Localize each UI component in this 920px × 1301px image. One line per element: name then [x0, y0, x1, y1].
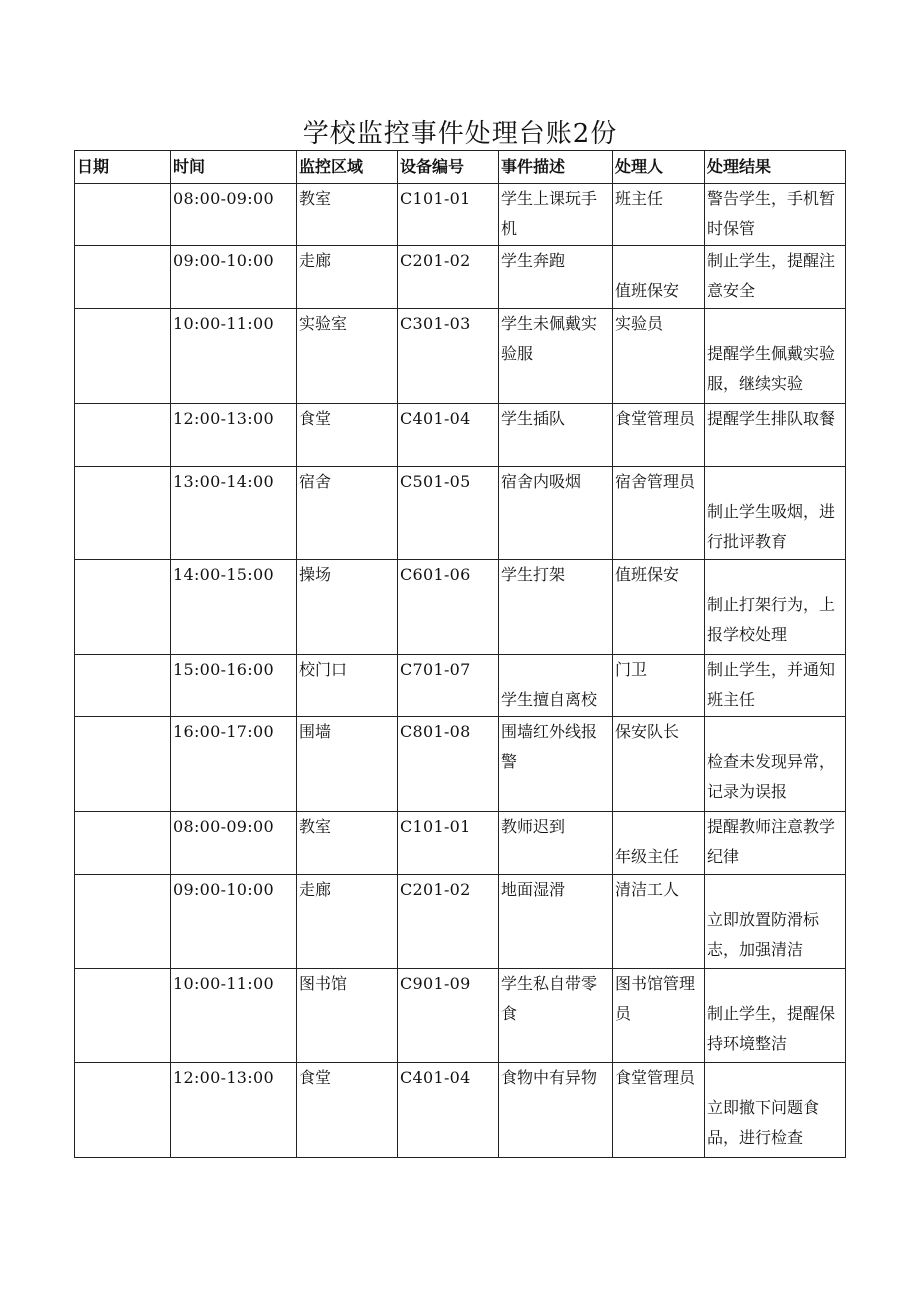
time-text: 12:00-13:00: [173, 409, 274, 428]
result-cell: [705, 404, 846, 467]
handler-cell: [613, 404, 705, 467]
description-cell: [499, 560, 613, 655]
table-row: [75, 812, 846, 875]
time-cell: [171, 1063, 297, 1158]
description-text: 学生上课玩手机: [501, 189, 598, 238]
table-row: [75, 969, 846, 1063]
handler-text: 班主任: [615, 189, 664, 208]
date-cell: [75, 184, 171, 246]
table-row: [75, 875, 846, 969]
time-cell: [171, 467, 297, 560]
description-text: 学生私自带零食: [501, 974, 598, 1023]
table-row: [75, 717, 846, 812]
handler-text: 图书馆管理员: [615, 974, 696, 1023]
result-text: 检查未发现异常，记录为误报: [707, 752, 836, 801]
result-text: 提醒教师注意教学纪律: [707, 817, 836, 866]
table-row: [75, 404, 846, 467]
time-cell: [171, 812, 297, 875]
description-cell: [499, 969, 613, 1063]
device-id-cell: [398, 560, 499, 655]
area-text: 走廊: [299, 251, 332, 270]
time-cell: [171, 717, 297, 812]
area-cell: [297, 875, 398, 969]
result-text: 立即放置防滑标志，加强清洁: [707, 910, 820, 959]
device-id-text: C601-06: [400, 565, 471, 584]
description-cell: [499, 717, 613, 812]
area-cell: [297, 812, 398, 875]
time-cell: [171, 875, 297, 969]
device-id-cell: [398, 812, 499, 875]
device-id-text: C501-05: [400, 472, 471, 491]
header-handler: 处理人: [613, 151, 705, 184]
area-cell: [297, 467, 398, 560]
description-text: 学生奔跑: [501, 251, 566, 270]
time-cell: [171, 969, 297, 1063]
table-row: [75, 467, 846, 560]
area-cell: [297, 560, 398, 655]
header-date: 日期: [75, 151, 171, 184]
area-text: 教室: [299, 189, 332, 208]
handler-text: 清洁工人: [615, 880, 680, 899]
result-text: 制止学生，并通知班主任: [707, 660, 836, 709]
result-text: 制止学生，提醒注意安全: [707, 251, 836, 300]
handler-cell: [613, 184, 705, 246]
header-time: 时间: [171, 151, 297, 184]
time-text: 14:00-15:00: [173, 565, 274, 584]
time-text: 08:00-09:00: [173, 817, 274, 836]
result-text: 提醒学生排队取餐: [707, 409, 836, 428]
handler-cell: [613, 969, 705, 1063]
area-text: 图书馆: [299, 974, 348, 993]
time-text: 15:00-16:00: [173, 660, 274, 679]
area-text: 教室: [299, 817, 332, 836]
device-id-cell: [398, 309, 499, 404]
date-cell: [75, 655, 171, 717]
description-cell: [499, 875, 613, 969]
area-text: 操场: [299, 565, 332, 584]
header-result: 处理结果: [705, 151, 846, 184]
handler-cell: [613, 467, 705, 560]
date-cell: [75, 717, 171, 812]
handler-text: 实验员: [615, 314, 664, 333]
result-cell: [705, 246, 846, 309]
area-text: 走廊: [299, 880, 332, 899]
handler-text: 年级主任: [615, 847, 680, 866]
result-text: 制止学生吸烟，进行批评教育: [707, 502, 836, 551]
table-row: [75, 1063, 846, 1158]
time-text: 16:00-17:00: [173, 722, 274, 741]
table-row: [75, 184, 846, 246]
date-cell: [75, 969, 171, 1063]
event-ledger-table: [74, 150, 846, 1158]
device-id-text: C901-09: [400, 974, 471, 993]
table-row: [75, 655, 846, 717]
time-cell: [171, 404, 297, 467]
device-id-text: C701-07: [400, 660, 471, 679]
area-text: 食堂: [299, 409, 332, 428]
result-cell: [705, 875, 846, 969]
area-cell: [297, 1063, 398, 1158]
device-id-text: C301-03: [400, 314, 471, 333]
table-row: [75, 309, 846, 404]
device-id-cell: [398, 717, 499, 812]
handler-cell: [613, 560, 705, 655]
time-text: 10:00-11:00: [173, 314, 274, 333]
description-cell: [499, 1063, 613, 1158]
handler-cell: [613, 875, 705, 969]
ledger-body: [75, 184, 846, 1158]
description-text: 学生插队: [501, 409, 566, 428]
handler-text: 保安队长: [615, 722, 680, 741]
handler-cell: [613, 309, 705, 404]
time-text: 12:00-13:00: [173, 1068, 274, 1087]
area-cell: [297, 969, 398, 1063]
result-text: 提醒学生佩戴实验服，继续实验: [707, 344, 836, 393]
area-cell: [297, 246, 398, 309]
result-text: 制止打架行为，上报学校处理: [707, 595, 836, 644]
device-id-cell: [398, 467, 499, 560]
time-cell: [171, 184, 297, 246]
device-id-text: C201-02: [400, 251, 471, 270]
device-id-text: C401-04: [400, 409, 471, 428]
description-cell: [499, 655, 613, 717]
area-text: 实验室: [299, 314, 348, 333]
description-cell: [499, 309, 613, 404]
description-text: 围墙红外线报警: [501, 722, 598, 771]
handler-cell: [613, 717, 705, 812]
result-cell: [705, 812, 846, 875]
device-id-text: C101-01: [400, 189, 471, 208]
description-text: 食物中有异物: [501, 1068, 598, 1087]
handler-cell: [613, 812, 705, 875]
device-id-cell: [398, 969, 499, 1063]
header-row: [75, 151, 846, 184]
time-text: 13:00-14:00: [173, 472, 274, 491]
device-id-text: C101-01: [400, 817, 471, 836]
date-cell: [75, 875, 171, 969]
device-id-text: C801-08: [400, 722, 471, 741]
document-title: 学校监控事件处理台账2份: [302, 119, 618, 149]
description-cell: [499, 812, 613, 875]
device-id-cell: [398, 246, 499, 309]
table-row: [75, 246, 846, 309]
description-cell: [499, 246, 613, 309]
handler-text: 门卫: [615, 660, 648, 679]
area-cell: [297, 655, 398, 717]
area-text: 食堂: [299, 1068, 332, 1087]
description-cell: [499, 184, 613, 246]
time-cell: [171, 309, 297, 404]
result-text: 警告学生，手机暂时保管: [707, 189, 836, 238]
result-cell: [705, 467, 846, 560]
device-id-cell: [398, 404, 499, 467]
time-cell: [171, 560, 297, 655]
area-text: 围墙: [299, 722, 332, 741]
time-cell: [171, 246, 297, 309]
description-text: 学生擅自离校: [501, 690, 598, 709]
handler-cell: [613, 246, 705, 309]
handler-text: 宿舍管理员: [615, 472, 696, 491]
header-area: 监控区域: [297, 151, 398, 184]
description-text: 地面湿滑: [501, 880, 566, 899]
area-text: 校门口: [299, 660, 348, 679]
description-text: 教师迟到: [501, 817, 566, 836]
time-text: 08:00-09:00: [173, 189, 274, 208]
device-id-text: C401-04: [400, 1068, 471, 1087]
area-cell: [297, 717, 398, 812]
result-cell: [705, 184, 846, 246]
result-cell: [705, 1063, 846, 1158]
result-text: 立即撤下问题食品，进行检查: [707, 1098, 820, 1147]
result-text: 制止学生，提醒保持环境整洁: [707, 1004, 836, 1053]
handler-text: 食堂管理员: [615, 1068, 696, 1087]
area-cell: [297, 309, 398, 404]
date-cell: [75, 246, 171, 309]
description-text: 学生未佩戴实验服: [501, 314, 598, 363]
description-text: 宿舍内吸烟: [501, 472, 582, 491]
description-cell: [499, 467, 613, 560]
device-id-cell: [398, 1063, 499, 1158]
device-id-cell: [398, 655, 499, 717]
result-cell: [705, 969, 846, 1063]
device-id-cell: [398, 875, 499, 969]
date-cell: [75, 560, 171, 655]
handler-text: 食堂管理员: [615, 409, 696, 428]
handler-cell: [613, 655, 705, 717]
description-text: 学生打架: [501, 565, 566, 584]
result-cell: [705, 309, 846, 404]
area-cell: [297, 404, 398, 467]
date-cell: [75, 309, 171, 404]
description-cell: [499, 404, 613, 467]
device-id-text: C201-02: [400, 880, 471, 899]
area-text: 宿舍: [299, 472, 332, 491]
area-cell: [297, 184, 398, 246]
header-device: 设备编号: [398, 151, 499, 184]
handler-text: 值班保安: [615, 281, 680, 300]
time-cell: [171, 655, 297, 717]
header-description: 事件描述: [499, 151, 613, 184]
result-cell: [705, 655, 846, 717]
result-cell: [705, 560, 846, 655]
time-text: 10:00-11:00: [173, 974, 274, 993]
date-cell: [75, 1063, 171, 1158]
handler-text: 值班保安: [615, 565, 680, 584]
time-text: 09:00-10:00: [173, 880, 274, 899]
result-cell: [705, 717, 846, 812]
handler-cell: [613, 1063, 705, 1158]
date-cell: [75, 467, 171, 560]
device-id-cell: [398, 184, 499, 246]
date-cell: [75, 812, 171, 875]
table-row: [75, 560, 846, 655]
time-text: 09:00-10:00: [173, 251, 274, 270]
date-cell: [75, 404, 171, 467]
